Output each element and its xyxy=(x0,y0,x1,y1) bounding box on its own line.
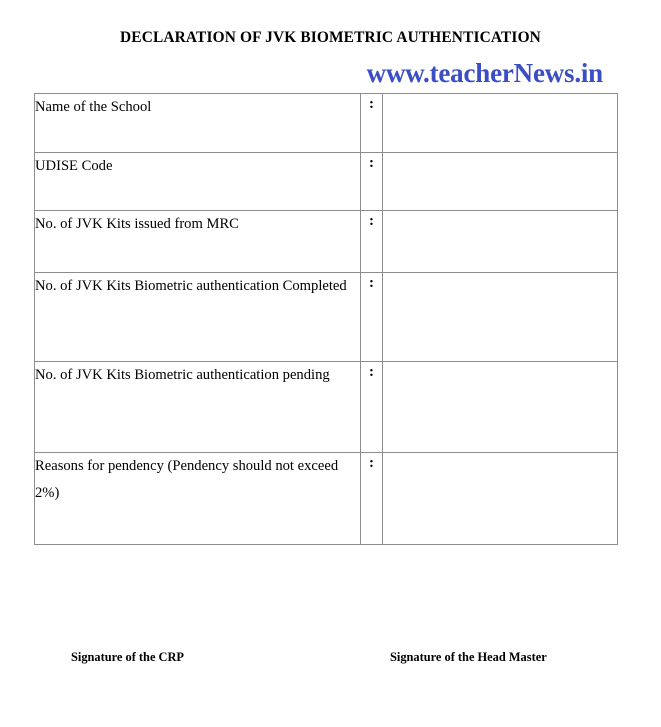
page-title: DECLARATION OF JVK BIOMETRIC AUTHENTICATION xyxy=(120,29,541,46)
row-value-biometric-pending[interactable] xyxy=(383,362,618,453)
signature-label-crp: Signature of the CRP xyxy=(71,650,185,664)
row-label-reasons-for-pendency: Reasons for pendency (Pendency should not exceed 2%) xyxy=(35,453,361,545)
row-value-kits-issued-from-mrc[interactable] xyxy=(383,211,618,273)
row-value-reasons-for-pendency[interactable] xyxy=(383,453,618,545)
row-separator: : xyxy=(361,273,383,362)
row-separator: : xyxy=(361,453,383,545)
row-separator: : xyxy=(361,211,383,273)
row-label-biometric-pending: No. of JVK Kits Biometric authentication pending xyxy=(35,362,361,453)
declaration-table xyxy=(34,93,618,545)
row-value-biometric-completed[interactable] xyxy=(383,273,618,362)
table-row xyxy=(35,453,618,545)
row-separator: : xyxy=(361,153,383,211)
row-separator: : xyxy=(361,362,383,453)
row-value-udise-code[interactable] xyxy=(383,153,618,211)
row-label-kits-issued-from-mrc: No. of JVK Kits issued from MRC xyxy=(35,211,361,273)
table-row xyxy=(35,153,618,211)
signature-section xyxy=(0,650,661,670)
table-row xyxy=(35,211,618,273)
row-separator: : xyxy=(361,94,383,153)
website-watermark: www.teacherNews.in xyxy=(366,58,603,88)
row-label-biometric-completed: No. of JVK Kits Biometric authentication Completed xyxy=(35,273,361,362)
row-label-udise-code: UDISE Code xyxy=(35,153,361,211)
signature-label-head-master: Signature of the Head Master xyxy=(390,650,547,664)
table-row xyxy=(35,273,618,362)
table-row xyxy=(35,362,618,453)
row-label-name-of-school: Name of the School xyxy=(35,94,361,153)
row-value-name-of-school[interactable] xyxy=(383,94,618,153)
table-row xyxy=(35,94,618,153)
